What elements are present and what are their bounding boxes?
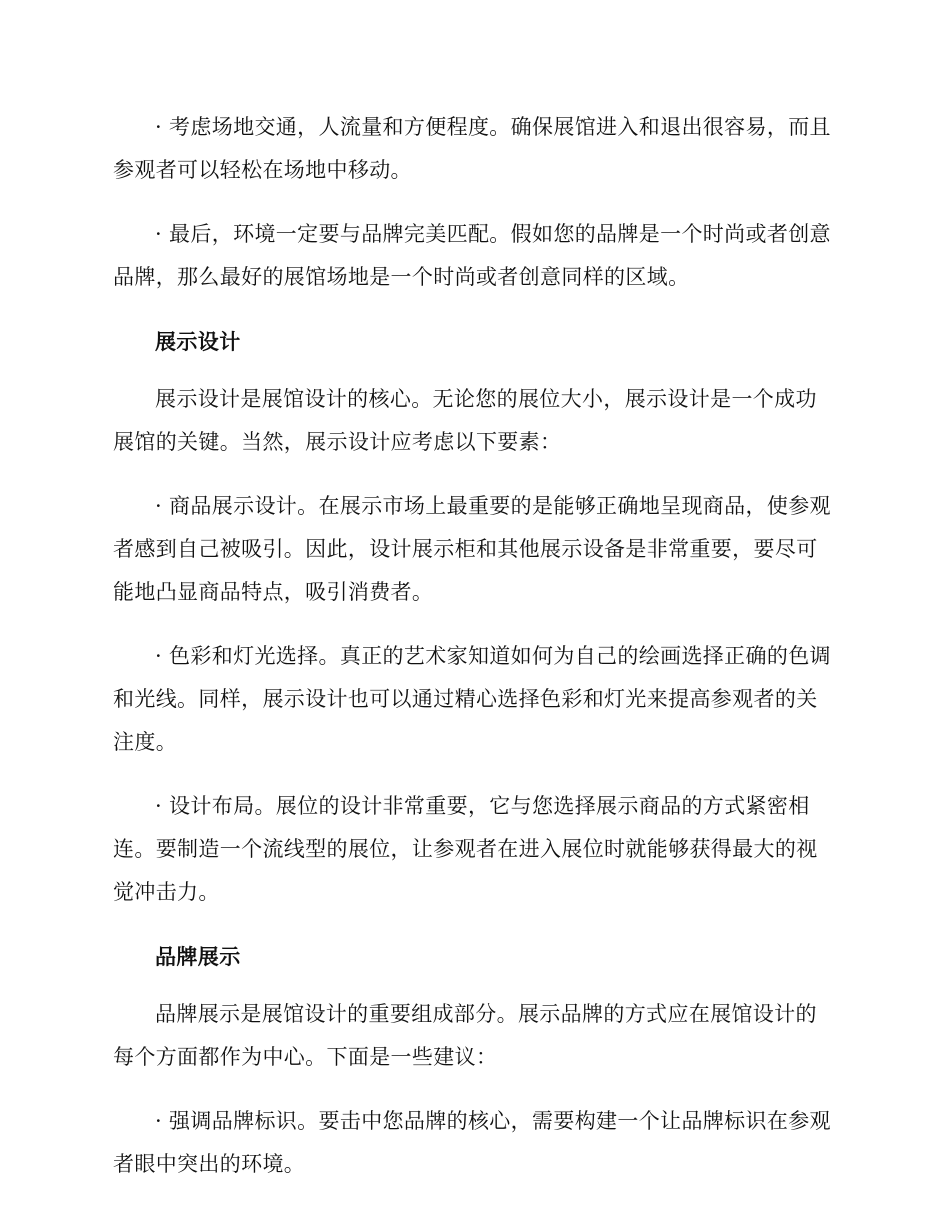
bullet-paragraph-color-lighting: · 色彩和灯光选择。真正的艺术家知道如何为自己的绘画选择正确的色调和光线。同样，展示设计也可以通过精心选择色彩和灯光来提高参观者的关注度。 [113, 644, 831, 754]
section-heading-brand-display: 品牌展示 [155, 944, 241, 969]
bullet-paragraph-venue-traffic: · 考虑场地交通，人流量和方便程度。确保展馆进入和退出很容易，而且参观者可以轻松在场地中移动。 [113, 115, 831, 182]
bullet-paragraph-brand-environment: · 最后，环境一定要与品牌完美匹配。假如您的品牌是一个时尚或者创意品牌，那么最好的展馆场地是一个时尚或者创意同样的区域。 [113, 222, 831, 289]
document-page [113, 106, 833, 1207]
bullet-paragraph-brand-identity: · 强调品牌标识。要击中您品牌的核心，需要构建一个让品牌标识在参观者眼中突出的环境。 [113, 1109, 831, 1176]
bullet-paragraph-layout: · 设计布局。展位的设计非常重要，它与您选择展示商品的方式紧密相连。要制造一个流线型的展位，让参观者在进入展位时就能够获得最大的视觉冲击力。 [113, 794, 818, 904]
paragraph-brand-display-intro: 品牌展示是展馆设计的重要组成部分。展示品牌的方式应在展馆设计的每个方面都作为中心。下面是一些建议： [113, 1002, 817, 1069]
section-heading-display-design: 展示设计 [155, 329, 241, 354]
bullet-paragraph-product-display: · 商品展示设计。在展示市场上最重要的是能够正确地呈现商品，使参观者感到自己被吸引。因此，设计展示柜和其他展示设备是非常重要，要尽可能地凸显商品特点，吸引消费者。 [113, 494, 831, 604]
paragraph-display-design-intro: 展示设计是展馆设计的核心。无论您的展位大小，展示设计是一个成功展馆的关键。当然，展示设计应考虑以下要素： [113, 387, 817, 454]
